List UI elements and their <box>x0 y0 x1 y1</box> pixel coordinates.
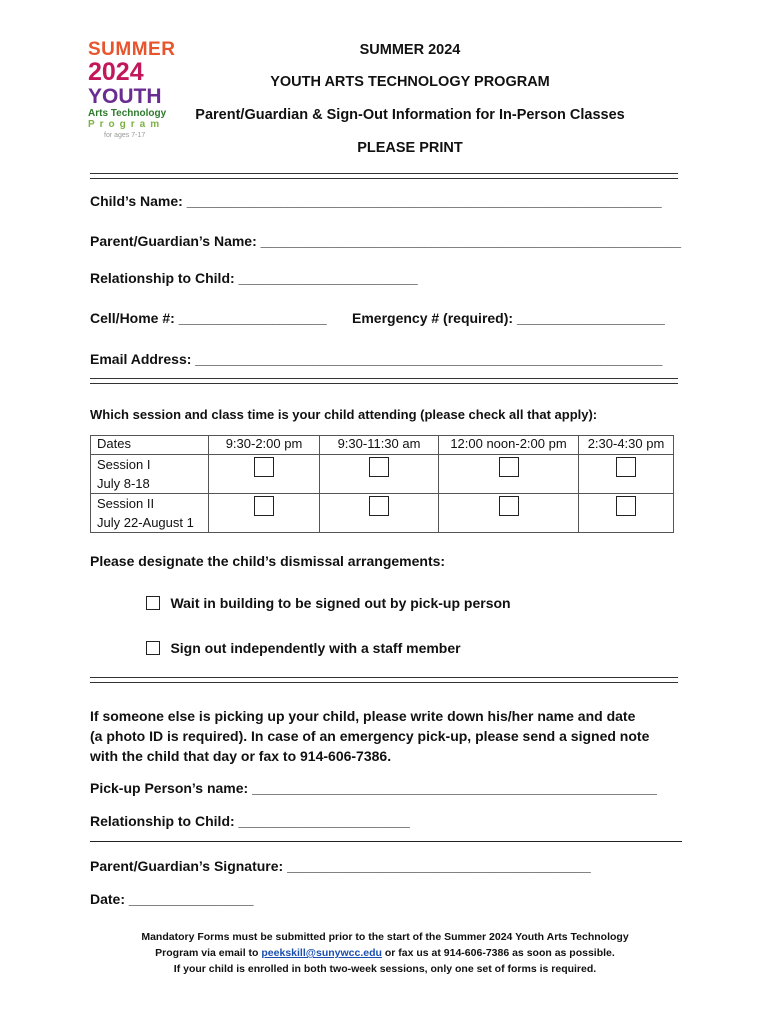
child-name-field[interactable]: Child’s Name: _____________________________________________________________ <box>90 193 662 209</box>
footer-line-2 <box>90 945 680 961</box>
pickup-person-name-field[interactable]: Pick-up Person’s name: ____________________________________________________ <box>90 780 657 796</box>
session-2-230-430-checkbox[interactable] <box>616 496 636 516</box>
program-logo <box>88 39 176 139</box>
guardian-signature-field[interactable]: Parent/Guardian’s Signature: _______________________________________ <box>90 858 591 874</box>
logo-summer: SUMMER <box>88 39 176 60</box>
table-header-row <box>91 436 674 455</box>
wait-label: Wait in building to be signed out by pick-up person <box>170 595 511 611</box>
session-1-1200-200-checkbox[interactable] <box>499 457 519 477</box>
wait-checkbox[interactable] <box>146 596 160 610</box>
footer-line-3: If your child is enrolled in both two-week sessions, only one set of forms is required. <box>173 963 597 975</box>
pickup-line-2: (a photo ID is required). In case of an emergency pick-up, please send a signed note <box>90 728 650 744</box>
col-1200-200: 12:00 noon-2:00 pm <box>439 436 579 455</box>
signature-date-field[interactable]: Date: ________________ <box>90 891 254 907</box>
independent-checkbox[interactable] <box>146 641 160 655</box>
session-name: Session I <box>97 457 151 472</box>
relationship-field[interactable]: Relationship to Child: _______________________ <box>90 270 418 286</box>
pickup-relationship-field[interactable]: Relationship to Child: ______________________ <box>90 813 410 829</box>
cell-home-field[interactable]: Cell/Home #: ___________________ <box>90 310 327 326</box>
logo-youth: YOUTH <box>88 85 162 108</box>
session-2-930-200-checkbox[interactable] <box>254 496 274 516</box>
col-dates: Dates <box>91 436 209 455</box>
dismissal-question: Please designate the child’s dismissal arrangements: <box>90 553 446 569</box>
session-2-930-1130-checkbox[interactable] <box>369 496 389 516</box>
session-question: Which session and class time is your child attending (please check all that apply): <box>90 407 598 422</box>
independent-label: Sign out independently with a staff member <box>170 640 461 656</box>
guardian-name-field[interactable]: Parent/Guardian’s Name: ______________________________________________________ <box>90 233 682 249</box>
pickup-line-1: If someone else is picking up your child, please write down his/her name and date <box>90 708 636 724</box>
logo-arts-technology: Arts Technology <box>88 108 167 119</box>
emergency-number-field[interactable]: Emergency # (required): ___________________ <box>352 310 665 326</box>
email-field[interactable]: Email Address: ____________________________________________________________ <box>90 351 663 367</box>
session-1-230-430-checkbox[interactable] <box>616 457 636 477</box>
session-2-label <box>91 494 209 533</box>
divider <box>90 378 678 384</box>
pickup-line-3: with the child that day or fax to 914-606-7386. <box>90 748 392 764</box>
session-name: Session II <box>97 496 155 511</box>
col-930-200: 9:30-2:00 pm <box>209 436 320 455</box>
footer-line-2-post: or fax us at 914-606-7386 as soon as possible. <box>381 947 615 959</box>
divider <box>90 173 678 179</box>
logo-program: Program <box>88 119 165 130</box>
divider <box>90 677 678 683</box>
session-1-label <box>91 455 209 494</box>
footer-line-1: Mandatory Forms must be submitted prior to the start of the Summer 2024 Youth Arts Technology <box>141 931 629 943</box>
session-1-930-1130-checkbox[interactable] <box>369 457 389 477</box>
footer-note <box>90 929 680 977</box>
dismissal-option-independent[interactable] <box>146 640 461 658</box>
dismissal-option-wait[interactable] <box>146 595 511 613</box>
header-please-print: PLEASE PRINT <box>357 140 463 156</box>
table-row <box>91 455 674 494</box>
footer-email-link[interactable]: peekskill@sunywcc.edu <box>261 947 382 959</box>
header-title: SUMMER 2024 <box>359 42 461 58</box>
session-1-930-200-checkbox[interactable] <box>254 457 274 477</box>
session-dates: July 22-August 1 <box>97 515 194 530</box>
col-930-1130: 9:30-11:30 am <box>320 436 439 455</box>
header-program: YOUTH ARTS TECHNOLOGY PROGRAM <box>270 74 550 90</box>
header-subtitle: Parent/Guardian & Sign-Out Information for In-Person Classes <box>195 107 625 123</box>
logo-year: 2024 <box>88 58 144 86</box>
col-230-430: 2:30-4:30 pm <box>579 436 674 455</box>
session-2-1200-200-checkbox[interactable] <box>499 496 519 516</box>
table-row <box>91 494 674 533</box>
logo-ages: for ages 7-17 <box>104 132 146 139</box>
footer-line-2-pre: Program via email to <box>155 947 262 959</box>
session-table <box>90 435 674 533</box>
pickup-instructions <box>90 706 680 766</box>
divider <box>90 841 682 842</box>
session-dates: July 8-18 <box>97 476 150 491</box>
